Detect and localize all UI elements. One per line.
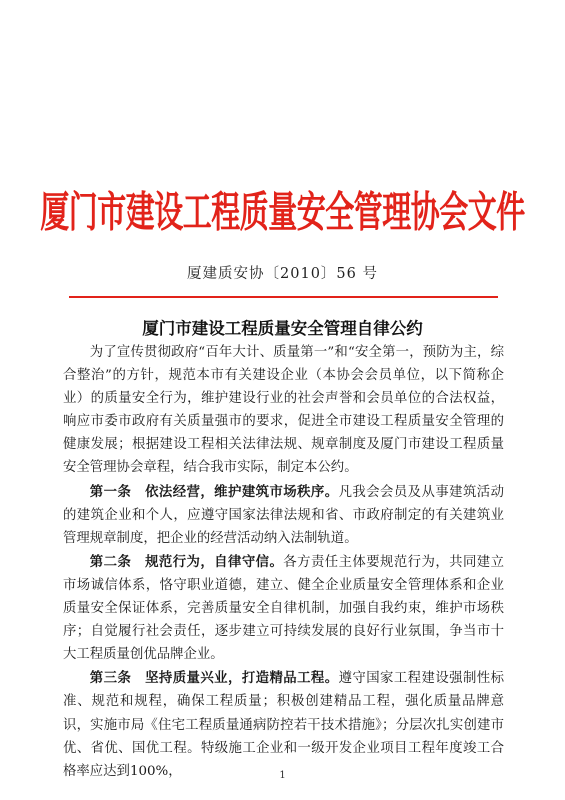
article-heading: 第一条 依法经营，维护建筑市场秩序。 bbox=[89, 484, 339, 500]
article-paragraph bbox=[63, 481, 504, 550]
document-title: 厦门市建设工程质量安全管理自律公约 bbox=[142, 319, 423, 338]
article-text: 遵守国家工程建设强制性标准、规范和规程，确保工程质量；积极创建精品工程，强化质量品牌意识，实施市局《住宅工程质量通病防控若干技术措施》；分层次扎实创建市优、省优、国优工程。特级施工企业和一级开发企业项目工程年度竣工合格率应达到100%， bbox=[63, 671, 505, 779]
article-paragraph bbox=[63, 667, 504, 782]
preamble-paragraph: 为了宣传贯彻政府“百年大计、质量第一”和“安全第一，预防为主，综合整治”的方针，规范本市有关建设企业（本协会会员单位，以下简称企业）的质量安全行为，维护建设行业的社会声誉和会员单位的合法权益，响应市委市政府有关质量强市的要求，促进全市建设工程质量安全管理的健康发展；根据建设工程相关法律法规、规章制度及厦门市建设工程质量安全管理协会章程，结合我市实际，制定本公约。 bbox=[63, 345, 504, 476]
document-body bbox=[63, 341, 504, 783]
article-heading: 第三条 坚持质量兴业，打造精品工程。 bbox=[89, 671, 339, 687]
document-number: 厦建质安协〔2010〕56 号 bbox=[187, 266, 378, 282]
article-heading: 第二条 规范行为，自律守信。 bbox=[89, 554, 284, 570]
article-paragraph bbox=[63, 551, 504, 666]
article-text: 各方责任主体要规范行为，共同建立市场诚信体系，恪守职业道德，建立、健全企业质量安全管理体系和企业质量安全保证体系，完善质量安全自律机制，加强自我约束，维护市场秩序；自觉履行社会责任，逐步建立可持续发展的良好行业氛围，争当市十大工程质量创优品牌企业。 bbox=[63, 554, 505, 663]
red-divider-line bbox=[69, 296, 498, 298]
page-number: 1 bbox=[279, 770, 286, 781]
article-text: 凡我会会员及从事建筑活动的建筑企业和个人，应遵守国家法律法规和省、市政府制定的有关建筑业管理规章制度，把企业的经营活动纳入法制轨道。 bbox=[63, 484, 505, 546]
masthead-title: 厦门市建设工程质量安全管理协会文件 bbox=[40, 187, 525, 237]
